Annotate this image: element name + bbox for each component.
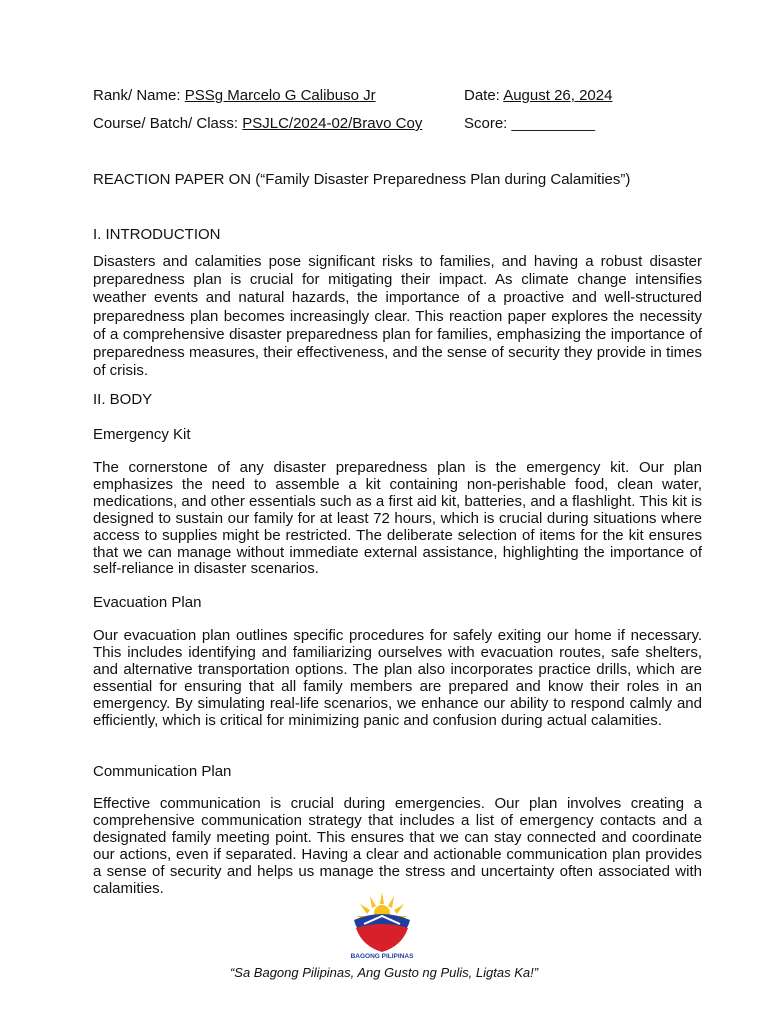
course-score-row — [93, 114, 702, 134]
evacuation-plan-paragraph: Our evacuation plan outlines specific procedures for safely exiting our home if necessary. This includes identifying and familiarizing ourselves with evacuation routes, safe shelters, and alternative transportation options. The plan also incorporates practice drills, which are essential for ensuring that all family members are prepared and know their roles in an emergency. By simulating real-life scenarios, we enhance our ability to respond calmly and efficiently, which is critical for minimizing panic and confusion during actual calamities. — [93, 627, 702, 729]
rank-date-row — [93, 86, 702, 106]
course-value: PSJLC/2024-02/Bravo Coy — [242, 115, 423, 132]
date-value: August 26, 2024 — [503, 87, 613, 104]
logo-graphic — [346, 888, 418, 960]
paper-title: REACTION PAPER ON (“Family Disaster Preparedness Plan during Calamities”) — [93, 171, 631, 188]
emergency-kit-heading: Emergency Kit — [93, 426, 191, 443]
footer-motto: “Sa Bagong Pilipinas, Ang Gusto ng Pulis, Ligtas Ka!” — [229, 965, 539, 980]
date-field — [464, 86, 612, 106]
date-label: Date: — [464, 87, 500, 104]
emergency-kit-paragraph: The cornerstone of any disaster preparedness plan is the emergency kit. Our plan emphasizes the need to assemble a kit containing non-perishable food, clean water, medications, and other essentials such as a first aid kit, batteries, and a flashlight. This kit is designed to sustain our family for at least 72 hours, which is crucial during situations where access to supplies might be restricted. The deliberate selection of items for the kit ensures that we can manage without immediate external assistance, highlighting the importance of self-reliance in disaster scenarios. — [93, 459, 702, 578]
course-field — [93, 114, 422, 134]
communication-plan-heading: Communication Plan — [93, 763, 232, 780]
logo-text: BAGONG PILIPINAS — [350, 953, 414, 960]
body-heading: II. BODY — [93, 391, 153, 408]
introduction-paragraph: Disasters and calamities pose significant risks to families, and having a robust disaster preparedness plan is crucial for mitigating their impact. As climate change intensifies weather events and natural hazards, the importance of a proactive and well-structured preparedness plan becomes increasingly clear. This reaction paper explores the necessity of a comprehensive disaster preparedness plan for families, emphasizing the importance of preparedness measures, their effectiveness, and the sense of security they provide in times of crisis. — [93, 253, 702, 380]
introduction-heading: I. INTRODUCTION — [93, 226, 221, 243]
evacuation-plan-heading: Evacuation Plan — [93, 594, 202, 611]
course-label: Course/ Batch/ Class: — [93, 115, 239, 132]
score-field — [464, 114, 595, 134]
rank-label: Rank/ Name: — [93, 87, 181, 104]
communication-plan-paragraph: Effective communication is crucial during emergencies. Our plan involves creating a comprehensive communication strategy that includes a list of emergency contacts and a designated family meeting point. This ensures that we can stay connected and coordinate our actions, even if separated. Having a clear and actionable communication plan provides a sense of security and helps us manage the stress and uncertainty often associated with calamities. — [93, 795, 702, 897]
bagong-pilipinas-logo — [346, 888, 418, 960]
rank-value: PSSg Marcelo G Calibuso Jr — [184, 87, 376, 104]
red-wave-shape — [356, 924, 408, 952]
rank-field — [93, 86, 376, 106]
score-value: __________ — [511, 115, 595, 132]
score-label: Score: — [464, 115, 508, 132]
